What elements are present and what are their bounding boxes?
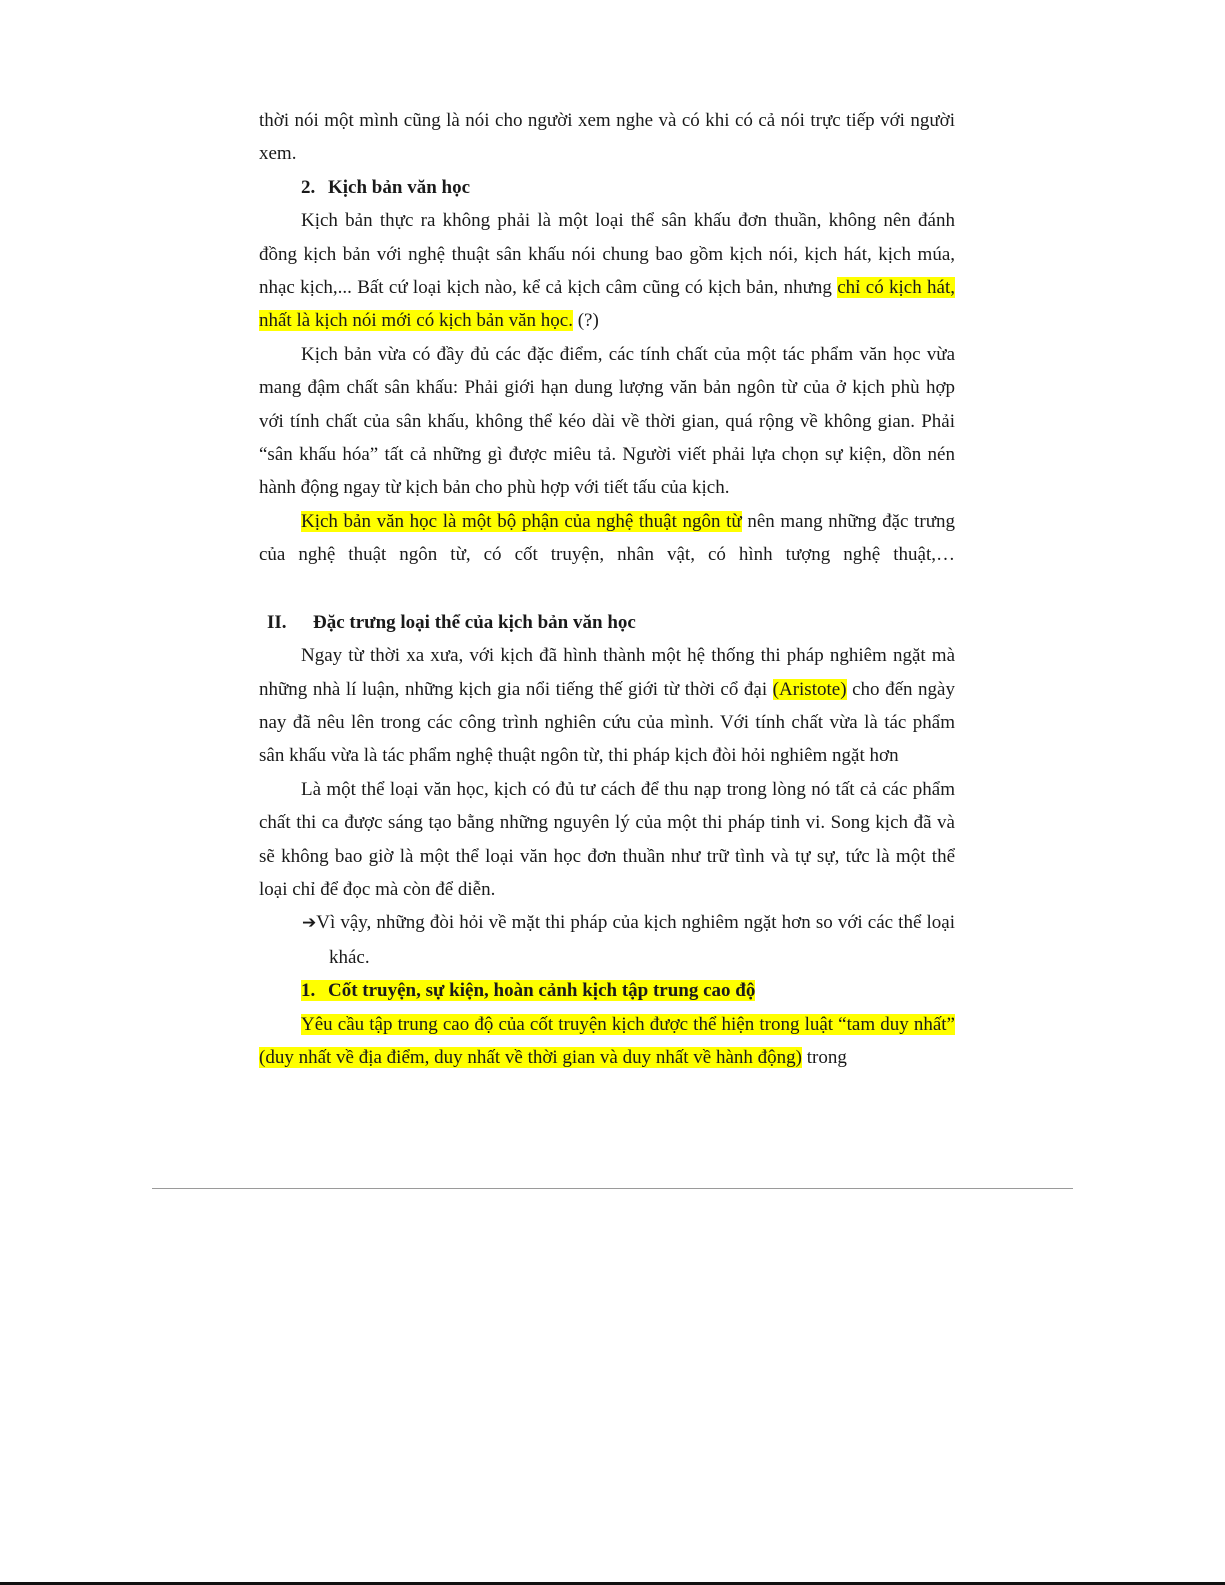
highlighted-text: chỉ có kịch hát, nhất là kịch nói mới có kịch bản văn học. bbox=[259, 277, 955, 332]
paragraph-kich-ban-3 bbox=[259, 505, 955, 572]
paragraph-kich-ban-1 bbox=[259, 204, 955, 338]
section-II-heading bbox=[259, 606, 955, 639]
text-run: nên mang những đặc trưng của nghệ thuật ngôn từ, có cốt truyện, nhân vật, có hình tượng nghệ thuật,… bbox=[259, 510, 955, 566]
paragraph-dac-trung-2: Là một thể loại văn học, kịch có đủ tư cách để thu nạp trong lòng nó tất cả các phẩm chất thi ca được sáng tạo bằng những nguyên lý của một thi pháp tinh vi. Song kịch đã và sẽ không bao giờ là một thể loại văn học đơn thuần như trữ tình và tự sự, tức là một thể loại chỉ để đọc mà còn để diễn. bbox=[259, 778, 955, 900]
text-run: (?) bbox=[572, 310, 599, 332]
section-number: 2. bbox=[301, 176, 316, 198]
highlighted-text: (Aristote) bbox=[772, 678, 847, 700]
arrow-right-icon: ➔ bbox=[302, 913, 317, 934]
text-run: Kịch bản thực ra không phải là một loại thể sân khấu đơn thuần, không nên đánh đồng kịch bản với nghệ thuật sân khấu nói chung bao gồm kịch nói, kịch hát, kịch múa, nhạc kịch,... Bất cứ loại kịch nào, kể cả kịch câm cũng có kịch bản, nhưng bbox=[259, 210, 955, 299]
text-run: trong bbox=[801, 1046, 847, 1068]
bullet-text: Vì vậy, những đòi hỏi về mặt thi pháp của kịch nghiêm ngặt hơn so với các thể loại khác. bbox=[316, 912, 955, 968]
section-title: Đặc trưng loại thể của kịch bản văn học bbox=[313, 611, 636, 633]
paragraph-kich-ban-2: Kịch bản vừa có đầy đủ các đặc điểm, các tính chất của một tác phẩm văn học vừa mang đậm chất sân khấu: Phải giới hạn dung lượng văn bản ngôn từ của ở kịch phù hợp với tính chất của sân khấu, không thể kéo dài về thời gian, quá rộng về không gian. Phải “sân khấu hóa” tất cả những gì được miêu tả. Người viết phải lựa chọn sự kiện, dồn nén hành động ngay từ kịch bản cho phù hợp với tiết tấu của kịch. bbox=[259, 343, 955, 499]
section-title: Kịch bản văn học bbox=[328, 176, 471, 198]
section-title: Cốt truyện, sự kiện, hoàn cảnh kịch tập trung cao độ bbox=[328, 980, 756, 1002]
section-number: 1. bbox=[301, 980, 316, 1002]
page-content bbox=[259, 104, 955, 1074]
spacer bbox=[259, 572, 955, 606]
page-divider bbox=[152, 1188, 1073, 1189]
paragraph-dac-trung-1 bbox=[259, 639, 955, 773]
highlighted-text: Yêu cầu tập trung cao độ của cốt truyện kịch được thể hiện trong luật “tam duy nhất” (duy nhất về địa điểm, duy nhất về thời gian và duy nhất về hành động) bbox=[259, 1013, 955, 1068]
highlighted-text: Kịch bản văn học là một bộ phận của nghệ thuật ngôn từ bbox=[301, 510, 742, 532]
section-2-heading bbox=[259, 171, 955, 204]
text-run: cho đến ngày nay đã nêu lên trong các công trình nghiên cứu của mình. Với tính chất vừa là tác phẩm sân khấu vừa là tác phẩm nghệ thuật ngôn từ, thi pháp kịch đòi hỏi nghiêm ngặt hơn bbox=[259, 678, 955, 767]
section-1-heading bbox=[259, 974, 955, 1007]
section-number: II. bbox=[267, 611, 287, 633]
paragraph-cot-truyen bbox=[259, 1008, 955, 1075]
arrow-bullet-item bbox=[259, 906, 955, 974]
text-run: Ngay từ thời xa xưa, với kịch đã hình thành một hệ thống thi pháp nghiêm ngặt mà những nhà lí luận, những kịch gia nổi tiếng thế giới từ thời cổ đại bbox=[259, 645, 955, 700]
intro-paragraph: thời nói một mình cũng là nói cho người xem nghe và có khi có cả nói trực tiếp với người xem. bbox=[259, 110, 955, 165]
